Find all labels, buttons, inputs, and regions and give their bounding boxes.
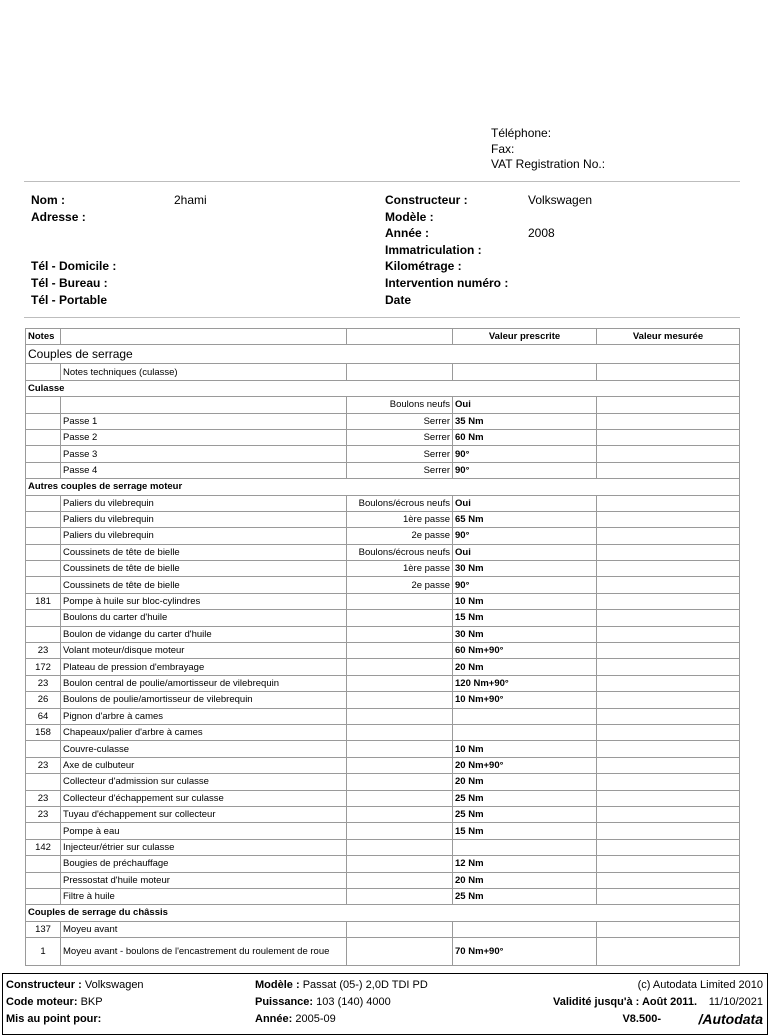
table-title: Couples de serrage [26,345,740,364]
constructeur-label: Constructeur : [385,193,468,207]
row-condition [347,938,453,966]
table-title-row [26,345,740,364]
row-condition [347,692,453,708]
row-number [26,413,61,429]
table-row [26,446,740,462]
vehicle-values [528,192,592,242]
row-condition [347,741,453,757]
footer-code-moteur-label: Code moteur: [6,996,78,1008]
row-number [26,429,61,445]
table-row [26,675,740,691]
row-condition [347,724,453,740]
row-measured-value [597,741,740,757]
row-description: Paliers du vilebrequin [61,511,347,527]
row-condition [347,675,453,691]
row-condition: 1ère passe [347,561,453,577]
footer-constructeur-label: Constructeur : [6,979,82,991]
row-number: 64 [26,708,61,724]
row-number: 1 [26,938,61,966]
immatriculation-label: Immatriculation : [385,242,482,257]
row-prescribed-value: Oui [453,397,597,413]
table-header [26,329,740,345]
row-number [26,577,61,593]
row-description [61,397,347,413]
row-measured-value [597,593,740,609]
modele-label: Modèle : [385,209,434,224]
row-condition [347,626,453,642]
footer-puissance-value: 103 (140) 4000 [316,996,391,1008]
table-row [26,511,740,527]
row-number [26,856,61,872]
row-condition [347,856,453,872]
table-row [26,528,740,544]
row-description: Couvre-culasse [61,741,347,757]
row-prescribed-value: 10 Nm [453,593,597,609]
nom-value: 2hami [174,193,207,207]
table-row [26,544,740,560]
row-description: Coussinets de tête de bielle [61,577,347,593]
row-measured-value [597,675,740,691]
row-description: Bougies de préchauffage [61,856,347,872]
customer-labels [31,192,116,308]
row-condition: 2e passe [347,577,453,593]
row-prescribed-value: 60 Nm [453,429,597,445]
row-condition: 2e passe [347,528,453,544]
row-prescribed-value: 120 Nm+90° [453,675,597,691]
customer-values [174,192,207,209]
row-prescribed-value: 15 Nm [453,823,597,839]
annee-value: 2008 [528,226,555,241]
row-number [26,823,61,839]
row-prescribed-value [453,921,597,937]
row-prescribed-value: 30 Nm [453,561,597,577]
row-number [26,872,61,888]
row-measured-value [597,643,740,659]
table-row [26,888,740,904]
row-number [26,774,61,790]
kilometrage-label: Kilométrage : [385,259,462,274]
row-measured-value [597,364,740,380]
tel-portable-label: Tél - Portable [31,292,108,307]
row-description: Collecteur d'admission sur culasse [61,774,347,790]
row-description: Volant moteur/disque moteur [61,643,347,659]
row-number: 23 [26,790,61,806]
footer-code-moteur-value: BKP [80,996,103,1008]
row-measured-value [597,872,740,888]
row-number [26,626,61,642]
row-condition [347,593,453,609]
table-row [26,806,740,822]
row-number: 26 [26,692,61,708]
row-description: Filtre à huile [61,888,347,904]
intervention-label: Intervention numéro : [385,275,509,290]
table-row [26,626,740,642]
row-number: 181 [26,593,61,609]
row-measured-value [597,757,740,773]
row-condition: Serrer [347,446,453,462]
row-description: Moyeu avant - boulons de l'encastrement du roulement de roue [61,938,347,966]
table-row [26,921,740,937]
row-prescribed-value: 25 Nm [453,806,597,822]
section-row [26,380,740,396]
row-measured-value [597,511,740,527]
footer-modele [255,979,428,991]
row-description: Pressostat d'huile moteur [61,872,347,888]
row-measured-value [597,462,740,478]
section-row [26,905,740,921]
table-row [26,495,740,511]
date-label: Date [385,292,412,307]
row-measured-value [597,708,740,724]
row-prescribed-value [453,839,597,855]
row-prescribed-value: 20 Nm [453,659,597,675]
row-description: Boulon central de poulie/amortisseur de vilebrequin [61,675,347,691]
fax-label: Fax: [491,141,515,156]
row-description: Passe 2 [61,429,347,445]
footer [2,973,768,1035]
row-number [26,610,61,626]
row-number [26,544,61,560]
row-condition [347,364,453,380]
row-measured-value [597,790,740,806]
row-condition: Serrer [347,429,453,445]
row-condition [347,872,453,888]
tel-bureau-label: Tél - Bureau : [31,275,108,290]
footer-validite: Validité jusqu'à : Août 2011. [552,996,697,1008]
row-condition [347,643,453,659]
contact-block [491,126,605,173]
row-number [26,511,61,527]
section-label: Couples de serrage du châssis [26,905,740,921]
row-prescribed-value: 12 Nm [453,856,597,872]
footer-version: V8.500- [622,1013,661,1025]
header-measured: Valeur mesurée [597,329,740,345]
row-measured-value [597,528,740,544]
row-prescribed-value: 20 Nm+90° [453,757,597,773]
row-prescribed-value: 90° [453,462,597,478]
row-measured-value [597,626,740,642]
table-row [26,872,740,888]
row-number [26,888,61,904]
row-condition: 1ère passe [347,511,453,527]
table-row [26,938,740,966]
header-prescribed: Valeur prescrite [453,329,597,345]
row-measured-value [597,446,740,462]
row-prescribed-value: 90° [453,528,597,544]
row-description: Tuyau d'échappement sur collecteur [61,806,347,822]
row-description: Pompe à huile sur bloc-cylindres [61,593,347,609]
row-description: Axe de culbuteur [61,757,347,773]
row-measured-value [597,429,740,445]
row-condition [347,806,453,822]
row-prescribed-value [453,364,597,380]
row-condition [347,839,453,855]
row-measured-value [597,397,740,413]
row-measured-value [597,692,740,708]
row-measured-value [597,577,740,593]
row-description: Passe 3 [61,446,347,462]
constructeur-value: Volkswagen [528,193,593,207]
table-row [26,724,740,740]
section-label: Autres couples de serrage moteur [26,479,740,495]
row-prescribed-value: 90° [453,577,597,593]
row-number: 172 [26,659,61,675]
table-row [26,643,740,659]
section-row [26,479,740,495]
footer-copyright: (c) Autodata Limited 2010 [637,979,763,991]
table-row [26,659,740,675]
torque-table [25,328,740,966]
row-description: Passe 1 [61,413,347,429]
row-prescribed-value: Oui [453,495,597,511]
footer-puissance [255,996,391,1008]
row-measured-value [597,806,740,822]
row-prescribed-value: 15 Nm [453,610,597,626]
row-prescribed-value: 90° [453,446,597,462]
footer-code-moteur [6,996,103,1008]
row-number [26,495,61,511]
table-row [26,364,740,380]
row-number: 23 [26,757,61,773]
row-prescribed-value: 30 Nm [453,626,597,642]
row-description: Paliers du vilebrequin [61,528,347,544]
footer-modele-label: Modèle : [255,979,300,991]
row-number: 142 [26,839,61,855]
row-number: 23 [26,675,61,691]
row-description: Boulons du carter d'huile [61,610,347,626]
row-description: Coussinets de tête de bielle [61,544,347,560]
table-row [26,708,740,724]
divider-top [24,181,740,182]
section-label: Culasse [26,380,740,396]
row-prescribed-value: 60 Nm+90° [453,643,597,659]
nom-label: Nom : [31,193,65,207]
row-prescribed-value: 25 Nm [453,790,597,806]
row-measured-value [597,823,740,839]
row-condition [347,790,453,806]
row-condition [347,610,453,626]
row-number: 158 [26,724,61,740]
table-row [26,610,740,626]
row-measured-value [597,495,740,511]
footer-mis-au-point-label: Mis au point pour: [6,1013,102,1025]
row-number: 23 [26,806,61,822]
row-description: Pignon d'arbre à cames [61,708,347,724]
row-condition [347,659,453,675]
row-condition [347,708,453,724]
table-row [26,774,740,790]
row-measured-value [597,561,740,577]
footer-puissance-label: Puissance: [255,996,314,1008]
row-number [26,446,61,462]
row-prescribed-value [453,708,597,724]
row-prescribed-value: 20 Nm [453,774,597,790]
row-number: 137 [26,921,61,937]
row-prescribed-value: 35 Nm [453,413,597,429]
row-description: Notes techniques (culasse) [61,364,347,380]
row-description: Moyeu avant [61,921,347,937]
row-measured-value [597,839,740,855]
row-number [26,462,61,478]
annee-label: Année : [385,226,430,241]
tel-domicile-label: Tél - Domicile : [31,259,117,274]
row-condition [347,823,453,839]
row-condition: Boulons/écrous neufs [347,544,453,560]
row-prescribed-value: 70 Nm+90° [453,938,597,966]
autodata-logo: /Autodata [698,1011,763,1027]
vat-label: VAT Registration No.: [491,157,606,171]
footer-annee-value: 2005-09 [295,1013,336,1025]
header-notes: Notes [26,329,61,345]
row-description: Pompe à eau [61,823,347,839]
row-description: Boulon de vidange du carter d'huile [61,626,347,642]
table-row [26,593,740,609]
row-description: Chapeaux/palier d'arbre à cames [61,724,347,740]
row-condition: Serrer [347,413,453,429]
row-description: Passe 4 [61,462,347,478]
table-row [26,429,740,445]
row-condition [347,921,453,937]
table-body [26,364,740,966]
footer-annee [255,1013,336,1025]
table-row [26,856,740,872]
row-number: 23 [26,643,61,659]
vehicle-labels [385,192,508,308]
row-number [26,364,61,380]
row-prescribed-value: 20 Nm [453,872,597,888]
footer-modele-value: Passat (05-) 2,0D TDI PD [302,979,428,991]
row-description: Injecteur/étrier sur culasse [61,839,347,855]
row-measured-value [597,659,740,675]
table-row [26,462,740,478]
row-condition [347,774,453,790]
table-row [26,823,740,839]
row-measured-value [597,774,740,790]
table-row [26,741,740,757]
row-condition: Boulons/écrous neufs [347,495,453,511]
row-description: Paliers du vilebrequin [61,495,347,511]
row-measured-value [597,938,740,966]
table-row [26,692,740,708]
table-row [26,839,740,855]
row-prescribed-value: Oui [453,544,597,560]
row-description: Plateau de pression d'embrayage [61,659,347,675]
row-condition [347,757,453,773]
row-condition: Serrer [347,462,453,478]
table-row [26,413,740,429]
row-measured-value [597,413,740,429]
row-description: Coussinets de tête de bielle [61,561,347,577]
table-row [26,561,740,577]
row-prescribed-value: 25 Nm [453,888,597,904]
row-number [26,397,61,413]
table-row [26,757,740,773]
footer-annee-label: Année: [255,1013,293,1025]
footer-mis-au-point [6,1013,101,1025]
table-row [26,577,740,593]
row-description: Boulons de poulie/amortisseur de vilebrequin [61,692,347,708]
divider-bottom [24,317,740,318]
row-prescribed-value: 10 Nm+90° [453,692,597,708]
adresse-label: Adresse : [31,209,86,224]
footer-constructeur-value: Volkswagen [84,979,144,991]
row-condition: Boulons neufs [347,397,453,413]
row-measured-value [597,856,740,872]
row-measured-value [597,610,740,626]
row-measured-value [597,921,740,937]
row-prescribed-value [453,724,597,740]
row-number [26,561,61,577]
row-measured-value [597,724,740,740]
footer-constructeur [6,979,144,991]
row-description: Collecteur d'échappement sur culasse [61,790,347,806]
table-row [26,397,740,413]
row-condition [347,888,453,904]
row-prescribed-value: 65 Nm [453,511,597,527]
table-row [26,790,740,806]
row-prescribed-value: 10 Nm [453,741,597,757]
footer-date: 11/10/2021 [708,996,763,1008]
row-number [26,741,61,757]
telephone-label: Téléphone: [491,126,552,140]
row-measured-value [597,888,740,904]
row-number [26,528,61,544]
row-measured-value [597,544,740,560]
